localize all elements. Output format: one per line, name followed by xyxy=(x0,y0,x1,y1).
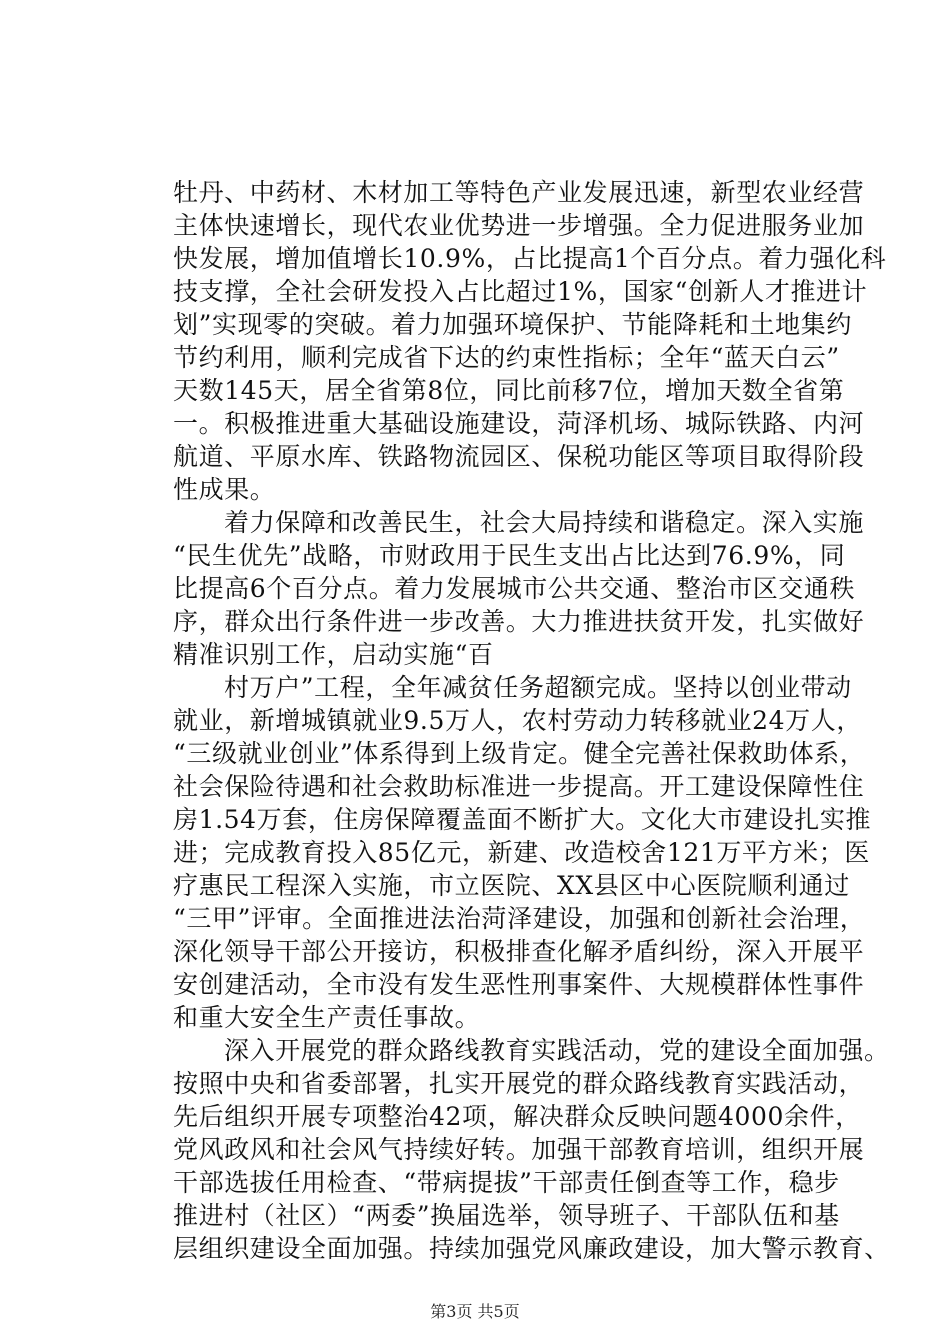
text-line: 天数145天，居全省第8位，同比前移7位，增加天数全省第 xyxy=(173,376,845,405)
text-line: 按照中央和省委部署，扎实开展党的群众路线教育实践活动， xyxy=(173,1069,865,1098)
page-number-footer: 第3页 共5页 xyxy=(430,1302,520,1321)
text-line: 精准识别工作，启动实施“百 xyxy=(173,640,494,669)
paragraph-start-line: 村万户”工程，全年减贫任务超额完成。坚持以创业带动 xyxy=(224,673,852,702)
text-line: 党风政风和社会风气持续好转。加强干部教育培训，组织开展 xyxy=(173,1135,865,1164)
text-line: 房1.54万套，住房保障覆盖面不断扩大。文化大市建设扎实推 xyxy=(173,805,872,834)
text-line: 干部选拔任用检查、“带病提拔”干部责任倒查等工作，稳步 xyxy=(173,1168,840,1197)
text-line: 性成果。 xyxy=(173,475,276,504)
text-line: 进；完成教育投入85亿元，新建、改造校舍121万平方米；医 xyxy=(173,838,870,867)
text-line: 安创建活动，全市没有发生恶性刑事案件、大规模群体性事件 xyxy=(173,970,865,999)
text-line: 推进村（社区）“两委”换届选举，领导班子、干部队伍和基 xyxy=(173,1201,840,1230)
text-line: 层组织建设全面加强。持续加强党风廉政建设，加大警示教育、 xyxy=(173,1234,890,1263)
text-line: “三甲”评审。全面推进法治菏泽建设，加强和创新社会治理， xyxy=(173,904,866,933)
paragraph-start-line: 深入开展党的群众路线教育实践活动，党的建设全面加强。 xyxy=(224,1036,890,1065)
text-line: 技支撑，全社会研发投入占比超过1%，国家“创新人才推进计 xyxy=(173,277,868,306)
text-line: 深化领导干部公开接访，积极排查化解矛盾纠纷，深入开展平 xyxy=(173,937,865,966)
text-line: “三级就业创业”体系得到上级肯定。健全完善社保救助体系， xyxy=(173,739,866,768)
text-line: 划”实现零的突破。着力加强环境保护、节能降耗和土地集约 xyxy=(173,310,852,339)
text-line: 社会保险待遇和社会救助标准进一步提高。开工建设保障性住 xyxy=(173,772,865,801)
text-line: 疗惠民工程深入实施，市立医院、XX县区中心医院顺利通过 xyxy=(173,871,850,900)
text-line: 航道、平原水库、铁路物流园区、保税功能区等项目取得阶段 xyxy=(173,442,865,471)
text-line: 先后组织开展专项整治42项，解决群众反映问题4000余件， xyxy=(173,1102,861,1131)
text-line: “民生优先”战略，市财政用于民生支出占比达到76.9%，同 xyxy=(173,541,846,570)
text-line: 主体快速增长，现代农业优势进一步增强。全力促进服务业加 xyxy=(173,211,865,240)
text-line: 就业，新增城镇就业9.5万人，农村劳动力转移就业24万人， xyxy=(173,706,862,735)
text-line: 牡丹、中药材、木材加工等特色产业发展迅速，新型农业经营 xyxy=(173,178,865,207)
paragraph-start-line: 着力保障和改善民生，社会大局持续和谐稳定。深入实施 xyxy=(224,508,865,537)
text-line: 比提高6个百分点。着力发展城市公共交通、整治市区交通秩 xyxy=(173,574,856,603)
text-line: 快发展，增加值增长10.9%，占比提高1个百分点。着力强化科 xyxy=(173,244,887,273)
text-line: 一。积极推进重大基础设施建设，菏泽机场、城际铁路、内河 xyxy=(173,409,865,438)
text-line: 节约利用，顺利完成省下达的约束性指标；全年“蓝天白云” xyxy=(173,343,840,372)
text-line: 序，群众出行条件进一步改善。大力推进扶贫开发，扎实做好 xyxy=(173,607,865,636)
text-line: 和重大安全生产责任事故。 xyxy=(173,1003,481,1032)
